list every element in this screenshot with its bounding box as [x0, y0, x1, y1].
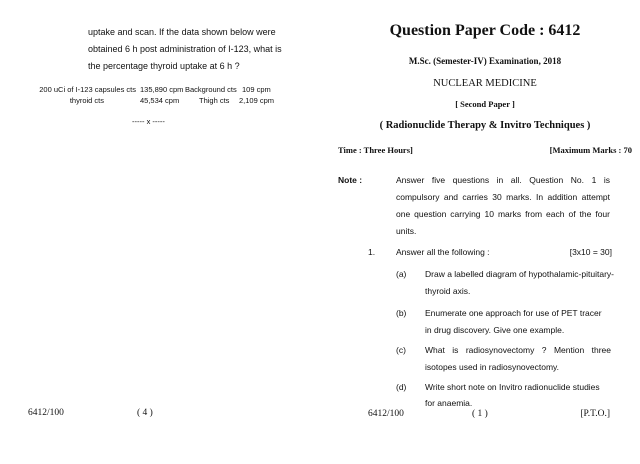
- subquestion-line: isotopes used in radiosynovectomy.: [425, 362, 560, 372]
- subquestion-label: (c): [396, 345, 406, 355]
- footer-code: 6412/100: [368, 409, 404, 419]
- question-line: uptake and scan. If the data shown below were: [88, 27, 276, 37]
- right-page: [330, 0, 640, 464]
- table-cell: 2,109 cpm: [239, 96, 275, 105]
- subject-name: NUCLEAR MEDICINE: [433, 78, 537, 89]
- page-number: ( 4 ): [137, 408, 153, 418]
- table-cell: 135,890 cpm: [140, 85, 184, 94]
- subquestion-line: What is radiosynovectomy ? Mention three: [425, 345, 611, 355]
- time-allowed: Time : Three Hours]: [338, 145, 413, 155]
- table-cell: 45,534 cpm: [140, 96, 180, 105]
- subquestion-line: for anaemia.: [425, 398, 473, 408]
- pto-label: [P.T.O.]: [580, 409, 610, 419]
- note-line: units.: [396, 226, 417, 236]
- footer-code: 6412/100: [28, 408, 64, 418]
- subquestion-line: thyroid axis.: [425, 286, 471, 296]
- note-line: Answer five questions in all. Question No. 1 is: [396, 175, 610, 185]
- table-cell: 109 cpm: [242, 85, 271, 94]
- subquestion-line: Write short note on Invitro radionuclide studies: [425, 382, 600, 392]
- end-mark: ----- x -----: [132, 117, 165, 126]
- topic-title: ( Radionuclide Therapy & Invitro Techniques ): [379, 120, 591, 131]
- subquestion-line: Enumerate one approach for use of PET tracer: [425, 308, 602, 318]
- subquestion-label: (a): [396, 269, 407, 279]
- question-text: Answer all the following :: [396, 247, 490, 257]
- subquestion-label: (b): [396, 308, 407, 318]
- subquestion-label: (d): [396, 382, 407, 392]
- question-line: the percentage thyroid uptake at 6 h ?: [88, 61, 240, 71]
- table-cell: Background cts: [185, 85, 237, 94]
- table-cell: Thigh cts: [199, 96, 230, 105]
- question-marks: [3x10 = 30]: [569, 247, 612, 257]
- table-cell: 200 uCi of I-123 capsules cts: [39, 85, 136, 94]
- question-number: 1.: [368, 247, 376, 257]
- note-line: one question carrying 10 marks from each of the four: [396, 209, 610, 219]
- subquestion-line: in drug discovery. Give one example.: [425, 325, 565, 335]
- page-number: ( 1 ): [472, 409, 488, 419]
- question-line: obtained 6 h post administration of I-123, what is: [88, 44, 282, 54]
- note-line: compulsory and carries 30 marks. In addition attempt: [396, 192, 610, 202]
- subquestion-line: Draw a labelled diagram of hypothalamic-pituitary-: [425, 269, 614, 279]
- maximum-marks: [Maximum Marks : 70: [549, 145, 632, 155]
- table-cell: thyroid cts: [69, 96, 104, 105]
- note-label: Note :: [338, 175, 363, 185]
- exam-name: M.Sc. (Semester-IV) Examination, 2018: [408, 56, 562, 66]
- paper-code-title: Question Paper Code : 6412: [389, 22, 581, 39]
- paper-label: [ Second Paper ]: [455, 99, 515, 109]
